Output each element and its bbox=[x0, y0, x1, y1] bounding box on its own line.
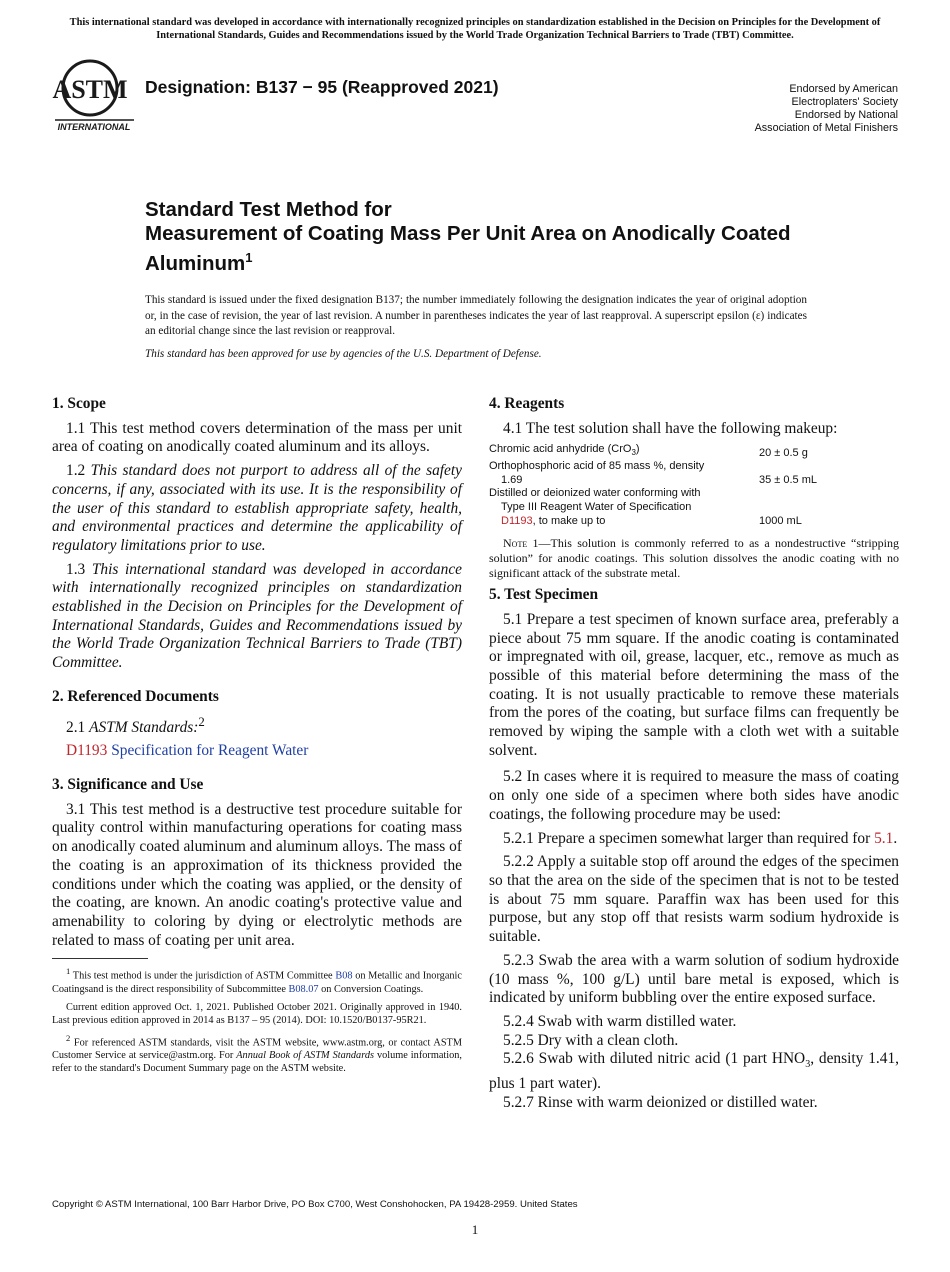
note-1: Note 1—This solution is commonly referred to as a nondestructive “stripping solution” for anodic coatings. This solution dissolves the anodic coating with no significant attack of the substrate metal. bbox=[489, 536, 899, 581]
title-line-1: Standard Test Method for bbox=[145, 198, 392, 221]
footnote-1: $^1$ This test method is under the jurisdiction of ASTM Committee B08 on Metallic and Inorganic Coatingsand is the direct responsibility of Subcommittee B08.07 on Conversion Coatings. bbox=[52, 966, 462, 995]
paragraph-5-2-5: 5.2.5 Dry with a clean cloth. bbox=[503, 1031, 679, 1049]
title-footnote-mark: 1 bbox=[245, 250, 253, 265]
paragraph-5-2-3: 5.2.3 Swab the area with a warm solution of sodium hydroxide (10 mass %, 100 g/L) until bare metal is exposed, which is indicated by uniform bubbling over the entire exposed surface. bbox=[489, 951, 899, 1007]
title-line-2: Measurement of Coating Mass Per Unit Area on Anodically Coated Aluminum$^1$ bbox=[145, 222, 791, 275]
endorsement-line: Endorsed by National bbox=[794, 109, 898, 121]
b08-link[interactable]: B08 bbox=[335, 970, 353, 982]
footnote-rule bbox=[52, 958, 148, 959]
section-heading-reagents: 4. Reagents bbox=[489, 395, 565, 412]
dod-approval-note: This standard has been approved for use by agencies of the U.S. Department of Defense. bbox=[145, 348, 542, 360]
endorsement-line: Electroplaters' Society bbox=[791, 96, 898, 108]
footnote-2: $^2$ For referenced ASTM standards, visit the ASTM website, www.astm.org, or contact ASTM Customer Service at service@astm.org. For Annual Book of ASTM Standards volume information, refer to the standard's Document Summary page on the ASTM website. bbox=[52, 1032, 463, 1075]
d1193-link[interactable]: D1193 bbox=[66, 742, 108, 760]
paragraph-4-1: 4.1 The test solution shall have the following makeup: bbox=[503, 419, 838, 437]
section-heading-test-specimen: 5. Test Specimen bbox=[489, 586, 599, 604]
d1193-table-link[interactable]: D1193 bbox=[501, 514, 533, 527]
document-title bbox=[145, 198, 825, 276]
reagent-table bbox=[489, 443, 899, 528]
endorsements bbox=[755, 83, 898, 135]
paragraph-1-3: 1.3 This international standard was developed in accordance with internationally recognized principles on standardization established in the Decision on Principles for the Development of International Standards, Guides and Recommendations issued by the World Trade Organization Technical Barriers to Trade (TBT) Committee. bbox=[52, 560, 462, 672]
paragraph-1-1: 1.1 This test method covers determination of the mass per unit area of coating on anodically coated aluminum and its alloys. bbox=[52, 419, 462, 456]
issuance-note: This standard is issued under the fixed designation B137; the number immediately following the designation indicates the year of original adoption or, in the case of revision, the year of last revision. A number in parentheses indicates the year of last reapproval. A superscript epsilon (ε) indicates an editorial change since the last revision or reapproval. bbox=[145, 294, 807, 337]
designation: Designation: B137 − 95 (Reapproved 2021) bbox=[145, 77, 499, 97]
right-column bbox=[489, 395, 899, 1118]
left-column bbox=[52, 395, 462, 1080]
tbt-banner: This international standard was developed in accordance with internationally recognized principles on standardization established in the Decision on Principles for the Development of International Standards, Guides and Recommendations issued by the World Trade Organization Technical Barriers to Trade (TBT) Committee. bbox=[69, 17, 881, 41]
logo-subtitle: INTERNATIONAL bbox=[57, 122, 131, 132]
copyright-footer: Copyright © ASTM International, 100 Barr Harbor Drive, PO Box C700, West Conshohocken, PA 19428-2959. United States bbox=[52, 1199, 578, 1210]
logo-letters: ASTM bbox=[52, 75, 128, 104]
paragraph-5-2: 5.2 In cases where it is required to measure the mass of coating on only one side of a specimen where both sides have anodic coatings, the following procedure may be used: bbox=[489, 768, 899, 823]
astm-logo bbox=[52, 58, 136, 134]
reagent-row: Distilled or deionized water conforming with Type III Reagent Water of Specification D1193, to make up to 1000 mL bbox=[489, 487, 899, 528]
endorsement-line: Association of Metal Finishers bbox=[754, 122, 898, 134]
reagent-amount: 20 ± 0.5 g bbox=[759, 446, 808, 459]
section-heading-significance: 3. Significance and Use bbox=[52, 776, 204, 794]
paragraph-5-1: 5.1 Prepare a test specimen of known surface area, preferably a piece about 75 mm square. If the anodic coating is contaminated or impregnated with oil, grease, lacquer, etc., remove as much as possible of this material before determining the mass of the coating. It is not usually practicable to remove these materials from the pores of the coating, but surface films can frequently be removed by wiping the sample with a cloth wet with a suitable solvent. bbox=[489, 610, 899, 759]
b08-07-link[interactable]: B08.07 bbox=[288, 983, 319, 995]
paragraph-5-2-4: 5.2.4 Swab with warm distilled water. bbox=[503, 1012, 737, 1030]
paragraph-5-2-2: 5.2.2 Apply a suitable stop off around the edges of the specimen so that the area on the side of the specimen that is not to be tested is about 75 mm square. Paraffin wax has been used for this purpose, but any stop off that resists warm sodium hydroxide is suitable. bbox=[489, 853, 899, 946]
paragraph-1-2: 1.2 This standard does not purport to address all of the safety concerns, if any, associated with its use. It is the responsibility of the user of this standard to establish appropriate safety, health, and environmental practices and determine the applicability of regulatory limitations prior to use. bbox=[52, 462, 462, 554]
d1193-title-link[interactable]: Specification for Reagent Water bbox=[111, 742, 309, 760]
paragraph-5-2-7: 5.2.7 Rinse with warm deionized or distilled water. bbox=[503, 1093, 818, 1111]
reagent-row: Orthophosphoric acid of 85 mass %, density 1.69 35 ± 0.5 mL bbox=[489, 460, 899, 487]
endorsement-line: Endorsed by American bbox=[789, 83, 898, 95]
reagent-amount: 1000 mL bbox=[759, 514, 802, 527]
paragraph-5-2-1: 5.2.1 Prepare a specimen somewhat larger than required for 5.1. bbox=[503, 829, 898, 847]
reagent-row: Chromic acid anhydride (CrO$_3$) 20 ± 0.5 g bbox=[489, 443, 899, 460]
referenced-document-d1193 bbox=[52, 742, 462, 761]
section-heading-scope: 1. Scope bbox=[52, 395, 106, 412]
page-number: 1 bbox=[471, 1222, 479, 1237]
paragraph-3-1: 3.1 This test method is a destructive test procedure suitable for quality control within manufacturing operations for coating mass on anodically coated aluminum and aluminum alloys. The mass of the coating is an approximation of its thickness provided the conditions under which the coating was applied, or the density of the coating, are known. An anodic coating's protective value and amenability to coloring by dying or electrolytic methods are related to mass of coating per unit area. bbox=[52, 800, 462, 949]
paragraph-2-1: 2.1 ASTM Standards:$^2$ bbox=[66, 714, 205, 736]
section-5-1-link[interactable]: 5.1 bbox=[874, 829, 894, 847]
astm-logo-icon bbox=[52, 58, 136, 134]
footnote-edition: Current edition approved Oct. 1, 2021. Published October 2021. Originally approved in 1940. Last previous edition approved in 2014 as B137 – 95 (2014). DOI: 10.1520/B0137-95R21. bbox=[52, 1001, 462, 1026]
section-heading-referenced-documents: 2. Referenced Documents bbox=[52, 687, 219, 705]
reagent-amount: 35 ± 0.5 mL bbox=[759, 473, 818, 486]
paragraph-5-2-6: 5.2.6 Swab with diluted nitric acid (1 part $HNO_3$, density 1.41, plus 1 part water). bbox=[489, 1050, 899, 1093]
